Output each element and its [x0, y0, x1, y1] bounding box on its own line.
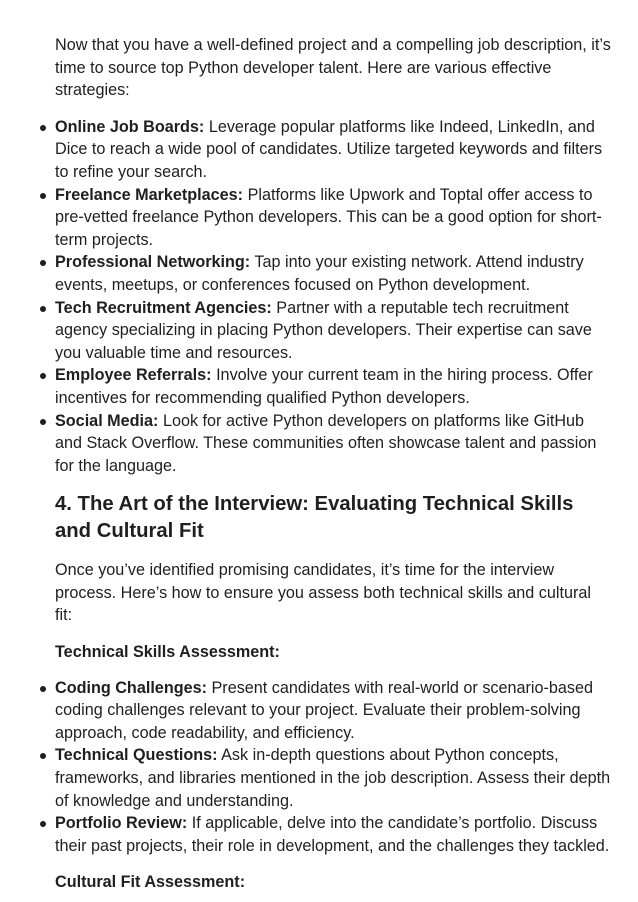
list-item [55, 677, 612, 745]
cultural-fit-heading: Cultural Fit Assessment: [55, 873, 246, 892]
intro-paragraph: Now that you have a well-defined project and a compelling job description, it’s time to source top Python developer talent. Here are various effective strategies: [55, 36, 611, 100]
section-heading: 4. The Art of the Interview: Evaluating Technical Skills and Cultural Fit [55, 493, 574, 543]
item-title: Professional Networking: [55, 253, 251, 272]
item-text: Tap into your existing network. Attend industry events, meetups, or conferences focused on Python development. [55, 253, 584, 294]
list-item [55, 297, 612, 365]
item-title: Technical Questions: [55, 746, 218, 765]
item-text: Leverage popular platforms like Indeed, LinkedIn, and Dice to reach a wide pool of candidates. Utilize targeted keywords and filters to refine your search. [55, 117, 603, 181]
item-title: Social Media: [55, 411, 159, 430]
item-title: Online Job Boards: [55, 117, 205, 136]
item-title: Portfolio Review: [55, 814, 188, 833]
item-title: Freelance Marketplaces: [55, 185, 244, 204]
item-title: Employee Referrals: [55, 366, 212, 385]
list-item [55, 116, 612, 184]
item-title: Coding Challenges: [55, 678, 207, 697]
item-text: If applicable, delve into the candidate’s portfolio. Discuss their past projects, their role in development, and the challenges they tackled. [55, 814, 610, 855]
item-text: Involve your current team in the hiring process. Offer incentives for recommending qualified Python developers. [55, 366, 593, 407]
list-item [55, 184, 612, 252]
list-item [55, 744, 612, 812]
list-item [55, 812, 612, 857]
item-text: Partner with a reputable tech recruitment agency specializing in placing Python developers. Their expertise can save you valuable time and resources. [55, 298, 592, 362]
list-item [55, 410, 612, 478]
list-item [55, 364, 612, 409]
item-text: Present candidates with real-world or scenario-based coding challenges relevant to your project. Evaluate their problem-solving approach, code readability, and efficiency. [55, 678, 593, 742]
item-text: Look for active Python developers on platforms like GitHub and Stack Overflow. These communities often showcase talent and passion for the language. [55, 411, 597, 475]
section-intro-paragraph: Once you’ve identified promising candidates, it’s time for the interview process. Here’s how to ensure you assess both technical skills and cultural fit: [55, 561, 591, 625]
item-text: Platforms like Upwork and Toptal offer access to pre-vetted freelance Python developers. This can be a good option for short-term projects. [55, 185, 602, 249]
technical-skills-heading: Technical Skills Assessment: [55, 643, 280, 662]
item-title: Tech Recruitment Agencies: [55, 298, 272, 317]
item-text: Ask in-depth questions about Python concepts, frameworks, and libraries mentioned in the job description. Assess their depth of knowledge and understanding. [55, 746, 611, 810]
technical-list [55, 677, 612, 858]
sourcing-list [55, 116, 612, 478]
list-item [55, 251, 612, 296]
